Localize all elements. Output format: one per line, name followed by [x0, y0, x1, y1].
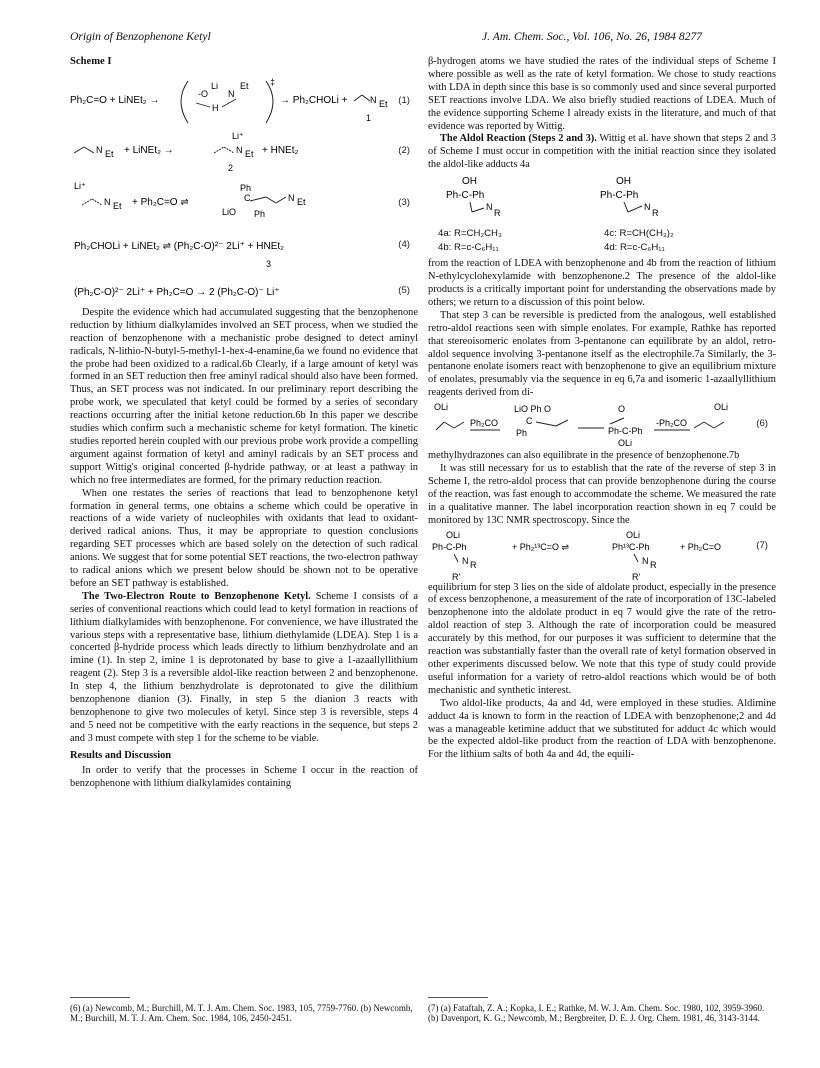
svg-text:N: N [642, 555, 649, 566]
eq-number: (5) [398, 284, 410, 296]
svg-text:Et: Et [113, 200, 122, 211]
svg-text:Li: Li [211, 80, 219, 91]
adduct-label-4b: 4b: R=c-C₆H₁₁ [438, 242, 499, 254]
body-paragraph: In order to verify that the processes in Scheme I occur in the reaction of benzophenone with lithium dialkylamides containing [70, 764, 418, 789]
svg-text:‡: ‡ [270, 76, 276, 87]
svg-text:+ LiNEt₂ →: + LiNEt₂ → [124, 144, 174, 156]
scheme-eq-2 [70, 129, 418, 177]
adduct-oh: OH [462, 176, 477, 188]
adduct-label-4c: 4c: R=CH(CH₃)₂ [604, 228, 674, 240]
body-paragraph: from the reaction of LDEA with benzophenone and 4b from the reaction of lithium N-ethylcyclohexylamide with benzophenone.2 The presence of the aldol-like products is a critically important point for understanding the observations made by others; we return to a discussion of this point below. [428, 258, 776, 308]
adduct-label-4d: 4d: R=c-C₆H₁₁ [604, 242, 665, 254]
svg-text:R': R' [452, 571, 461, 582]
body-paragraph: equilibrium for step 3 lies on the side of aldolate product, especially in the presence of excess benzophenone, a measurement of the rate of incorporation of 13C-labeled benzophenone into the aldolate product in eq 7 would give the rate of the retro-aldol reaction of step 3. Although the rate of incorporation could be measured accurately by this method, for our purposes it was sufficient to determine that the reaction was substantially faster than the overall rate of ketyl formation observed in other experiments discussed below. We note that this type of study could provide useful information for a variety of retro-aldol reactions which would be of both mechanistic and synthetic interest. [428, 581, 776, 696]
svg-text:Ph: Ph [516, 428, 528, 439]
svg-text:Ph₂CHOLi + LiNEt₂ ⇌ (Ph₂C-O)²⁻: Ph₂CHOLi + LiNEt₂ ⇌ (Ph₂C-O)²⁻ 2Li⁺ + HNEt₂ [74, 240, 285, 252]
svg-text:N: N [486, 202, 493, 213]
body-paragraph: That step 3 can be reversible is predicted from the analogous, well established retro-aldol reactions seen with simple enolates. For example, Rathke has reported that stereoisomeric enolates from 3-pentanone can equilibrate by an aldol, retro-aldol sequence involving 3-pentanone itself as the electrophile.7a Similarly, the 3-pentanone enolate isomers react with benzophenone to give an equilibrium mixture of enolates, presumably via the sequence in eq 6,7a and isomeric 1-azaallyllithium reagents derived from di- [428, 309, 776, 399]
svg-text:N: N [228, 88, 235, 99]
running-header-left: Origin of Benzophenone Ketyl [70, 30, 211, 43]
svg-text:Et: Et [245, 148, 254, 159]
svg-text:OH: OH [616, 176, 631, 188]
equation-6 [428, 400, 776, 450]
body-paragraph: β-hydrogen atoms we have studied the rates of the individual steps of Scheme I where possible as well as the rate of ketyl formation. We chose to study reactions with LDA in depth since this base is so commonly used and since several purported SET reactions involve LDA. We also briefly studied reactions of LDEA. Much of the evidence supporting Scheme I already exists in the literature, and much of that evidence was reported by Wittig. [428, 56, 776, 132]
body-paragraph: methylhydrazones can also equilibrate in the presence of benzophenone.7b [428, 450, 740, 462]
svg-text:O: O [618, 404, 626, 415]
svg-text:N: N [96, 144, 103, 155]
footnote-6: (6) (a) Newcomb, M.; Burchill, M. T. J. Am. Chem. Soc. 1983, 105, 7759-7760. (b) Newcomb, M.; Burchill, M. T. J. Am. Chem. Soc. 1984, 106, 2450-2451. [70, 1003, 413, 1024]
scheme-equations [70, 73, 418, 307]
equation-6-drawing [428, 400, 768, 450]
eq-number: (6) [756, 418, 768, 430]
section-heading: Results and Discussion [70, 749, 172, 761]
svg-text:-Ph₂CO: -Ph₂CO [656, 418, 687, 429]
adduct-structures [428, 172, 776, 258]
svg-text:Et: Et [379, 98, 388, 109]
running-header-right: J. Am. Chem. Soc., Vol. 106, No. 26, 1984 8277 [482, 30, 703, 43]
svg-text:R: R [494, 208, 501, 219]
svg-text:Ph: Ph [240, 182, 252, 193]
paragraph-text: Scheme I consists of a series of conventional reactions which could lead to ketyl formation in reactions of lithium dialkylamides with benzophenone. For convenience, we have illustrated the various steps with a representative base, lithium diethylamide (LDEA). Step 1 is a concerted β-hydride process which leads directly to lithium benzhydrolate and an imine (1). In step 2, imine 1 is deprotonated by base to give a 1-azaallyllithium reagent (2). Step 3 is a reversible aldol-like reaction between 2 and benzophenone. In step 4, the lithium benzhydrolate is deprotonated to give the dilithium benzophenone dianion (3). Finally, in step 5 the dianion 3 reacts with benzophenone to give two molecules of ketyl. Since step 3 is reversible, steps 4 and 5 need not be competitive with the early reactions in the sequence, but steps 2 and 3 must compete with step 1 for the scheme to be viable. [70, 590, 418, 744]
svg-text:(Ph₂C-O)²⁻ 2Li⁺ + Ph₂C=O → 2 (: (Ph₂C-O)²⁻ 2Li⁺ + Ph₂C=O → 2 (Ph₂C-O)⁻ Li⁺ [74, 286, 280, 298]
svg-text:N: N [644, 202, 651, 213]
svg-text:1: 1 [366, 112, 372, 123]
paragraph-heading: The Aldol Reaction (Steps 2 and 3). [440, 133, 597, 145]
svg-text:Ph-C-Ph: Ph-C-Ph [600, 190, 639, 202]
body-paragraph: Despite the evidence which had accumulated suggesting that the benzophenone reduction by lithium dialkylamides involved an SET process, when we studied the reaction of benzophenone with a mechanistic probe designed to detect aminyl radicals, N-lithio-N-butyl-5-methyl-1-hex-4-enamine,6a we found no evidence that the probe had been oxidized to a radical.6b Clearly, if a large amount of ketyl was formed in an SET reduction then free aminyl radical should also have been formed. Thus, an SET process was not indicated. In our preliminary report describing the probe work, we speculated that ketyl could be formed by a series of secondary reactions occurring after the initial ketone reduction.6b In this paper we describe studies which confirm such a mechanistic scheme for ketyl formation. The kinetic studies reported herein coupled with our previous probe work provide a compelling argument against formation of ketyl and aminyl radicals by an SET process and support Wittig's original concerted β-hydride pathway, or at least a pathway in which no free intermediates are formed, for the primary reduction reaction. [70, 306, 418, 486]
svg-text:R: R [470, 559, 477, 570]
svg-text:+ Ph₂¹³C=O ⇌: + Ph₂¹³C=O ⇌ [512, 541, 570, 552]
svg-text:+ HNEt₂: + HNEt₂ [262, 144, 299, 156]
svg-text:LiO Ph O: LiO Ph O [514, 404, 552, 415]
footnote-7: (7) (a) Fataftah, Z. A.; Kopka, I. E.; Rathke, M. W. J. Am. Chem. Soc. 1980, 102, 3959-3960. (b) Davenport, K. G.; Newcomb, M.; Bergbreiter, D. E. J. Org. Chem. 1981, 46, 3143-3144. [428, 1003, 765, 1024]
body-paragraph: Two aldol-like products, 4a and 4d, were employed in these studies. Aldimine adduct 4a is known to form in the reaction of LDEA with benzophenone;2 and 4d was a manageable ketimine adduct that we substituted for adduct 4c which would be the expected aldol-like product from the reaction of LDA with benzophenone. For the lithium salts of both 4a and 4d, the equili- [428, 697, 776, 761]
eq-number: (7) [756, 539, 768, 551]
svg-text:Ph¹³C-Ph: Ph¹³C-Ph [612, 541, 650, 552]
svg-text:3: 3 [266, 258, 272, 269]
body-paragraph: It was still necessary for us to establish that the rate of the reverse of step 3 in Scheme I, the retro-aldol process that can provide benzophenone during the course of the reaction, was fast enough to accommodate the scheme. We measured the rate in a qualitative manner. The label incorporation reaction shown in eq 7 could be monitored by 13C NMR spectroscopy. Since the [428, 463, 776, 526]
svg-text:N: N [104, 196, 111, 207]
svg-text:N: N [288, 192, 295, 203]
scheme-eq-1-drawing [70, 73, 414, 129]
scheme-eq-4-drawing [70, 233, 414, 277]
equation-7 [428, 528, 776, 582]
svg-text:2: 2 [228, 162, 234, 173]
svg-text:OLi: OLi [434, 402, 449, 413]
svg-text:Ph₂C=O + LiNEt₂ →: Ph₂C=O + LiNEt₂ → [70, 94, 160, 106]
scheme-eq-4 [70, 233, 418, 277]
svg-text:OLi: OLi [626, 529, 641, 540]
svg-text:Ph-C-Ph: Ph-C-Ph [432, 541, 467, 552]
svg-text:R: R [652, 208, 659, 219]
scheme-eq-5-drawing [70, 277, 414, 307]
svg-text:R: R [650, 559, 657, 570]
body-paragraph [70, 591, 418, 746]
eq-number: (3) [398, 196, 410, 208]
svg-text:Et: Et [105, 148, 114, 159]
svg-text:H: H [212, 102, 219, 113]
svg-text:Ph-C-Ph: Ph-C-Ph [446, 190, 485, 202]
equation-7-drawing [428, 528, 768, 582]
svg-text:-O: -O [198, 88, 208, 99]
eq-number: (4) [398, 238, 410, 250]
left-column [70, 56, 418, 790]
svg-text:+ Ph₂C=O: + Ph₂C=O [680, 541, 722, 552]
svg-text:OLi: OLi [714, 402, 729, 413]
body-paragraph: When one restates the series of reactions that lead to benzophenone ketyl formation in general terms, one obtains a scheme which could be operative in reactions of a wide variety of nucleophiles with oxidants that lead to oxidant-derived radical anions. Thus, it may be appropriate to question conclusions regarding SET processes which are based solely on the detection of such radical anions. We suggest that for some potential SET reactions, the two-electron pathway to radical anions which we present below should be shown not to be operative before an SET pathway is established. [70, 487, 418, 589]
body-paragraph [428, 133, 776, 172]
scheme-eq-1 [70, 73, 418, 129]
scheme-eq-2-drawing [70, 129, 414, 177]
scheme-eq-3-drawing [70, 177, 414, 233]
svg-text:OLi: OLi [446, 529, 461, 540]
svg-text:N: N [236, 144, 243, 155]
footnote-rule [70, 997, 130, 998]
svg-text:OLi: OLi [618, 438, 633, 449]
svg-text:N: N [462, 555, 469, 566]
svg-text:Et: Et [297, 196, 306, 207]
svg-text:N: N [370, 94, 377, 105]
paragraph-heading: The Two-Electron Route to Benzophenone Ketyl. [82, 590, 311, 602]
svg-text:→ Ph₂CHOLi +: → Ph₂CHOLi + [280, 94, 348, 106]
svg-text:Li⁺: Li⁺ [232, 130, 244, 141]
svg-text:C: C [244, 192, 251, 203]
footnote-rule [428, 997, 488, 998]
eq-number: (1) [398, 94, 410, 106]
svg-text:+ Ph₂C=O ⇌: + Ph₂C=O ⇌ [132, 196, 189, 208]
svg-text:R': R' [632, 571, 641, 582]
right-column [428, 56, 776, 762]
scheme-eq-5 [70, 277, 418, 307]
svg-text:Ph₂CO: Ph₂CO [470, 418, 499, 429]
scheme-eq-3 [70, 177, 418, 233]
svg-text:C: C [526, 416, 533, 427]
svg-text:Li⁺: Li⁺ [74, 180, 86, 191]
svg-text:LiO: LiO [222, 206, 237, 217]
svg-text:Ph: Ph [254, 208, 266, 219]
scheme-title: Scheme I [70, 56, 112, 67]
eq-number: (2) [398, 144, 410, 156]
svg-text:Et: Et [240, 80, 249, 91]
adduct-label-4a: 4a: R=CH₂CH₃ [438, 228, 502, 240]
paragraph-text: Wittig et al. have shown that steps 2 and 3 of Scheme I must occur in competition with the initial reaction since they isolated the aldol-like adducts 4a [428, 133, 776, 171]
svg-text:Ph-C-Ph: Ph-C-Ph [608, 426, 643, 437]
